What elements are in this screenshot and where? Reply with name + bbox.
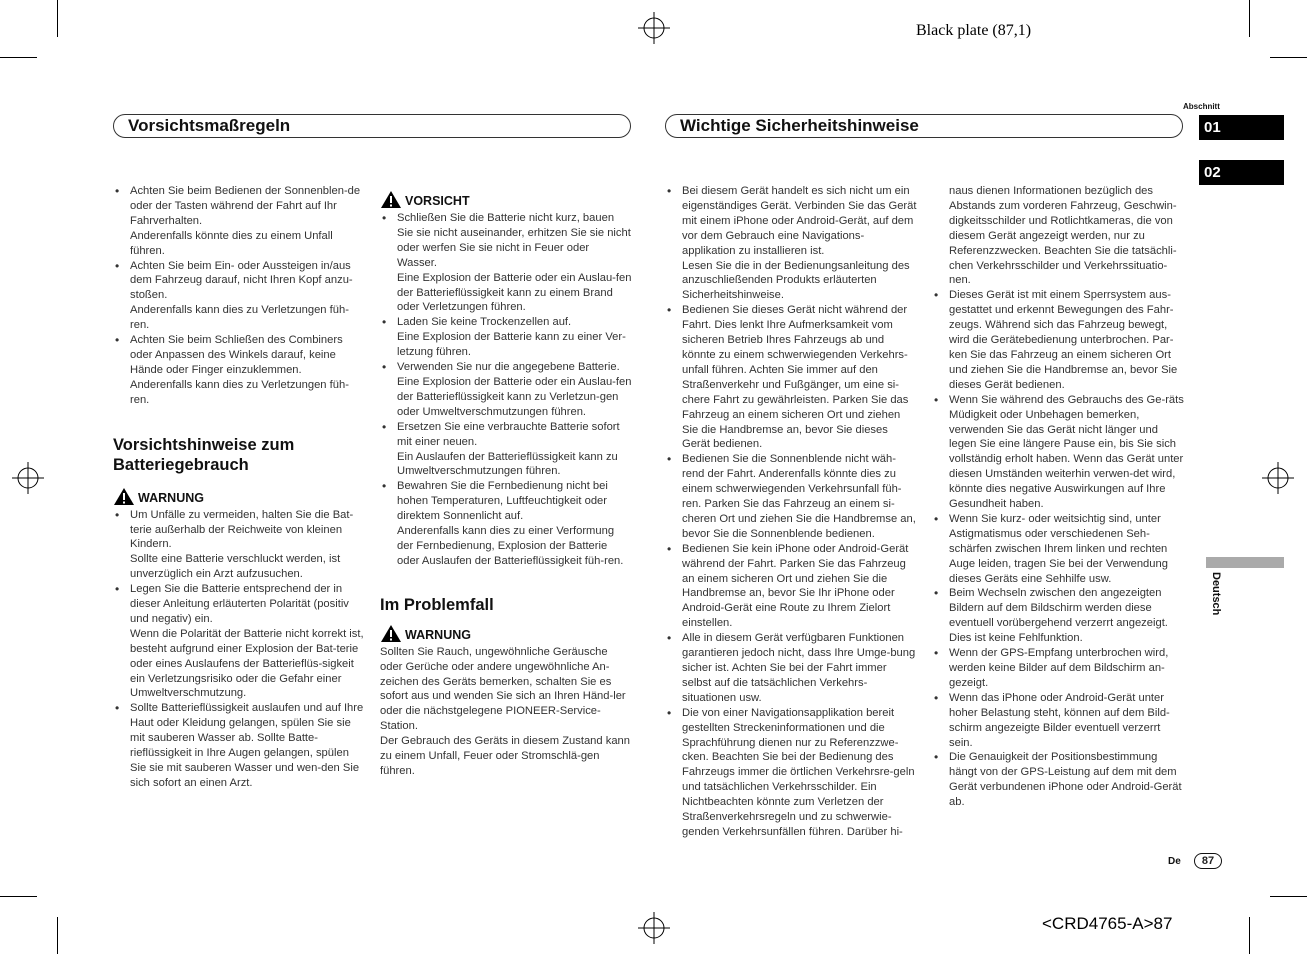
list-item: • Bedienen Sie die Sonnenblende nicht wäh-rend der Fahrt. Anderenfalls könnte dies zu einem schwerwiegenden Verkehrsunfall füh-ren. Parken Sie das Fahrzeug an einem si-cheren Ort und ziehen Sie die Handbremse an, bevor Sie die Sonnenblende bedienen. <box>665 452 917 541</box>
list-item: • Achten Sie beim Bedienen der Sonnenblen-de oder der Tasten während der Fahrt auf Ihr Fahrverhalten. Anderenfalls könnte dies zu einem Unfall führen. <box>113 184 365 259</box>
warning-label: WARNUNG <box>138 490 204 505</box>
warning-triangle-icon <box>380 190 402 209</box>
crop-mark <box>0 57 37 58</box>
caution-list <box>380 211 632 569</box>
registration-mark-icon <box>638 912 670 944</box>
list-item: • Schließen Sie die Batterie nicht kurz, bauen Sie sie nicht auseinander, erhitzen Sie sie nicht oder werfen Sie sie nicht in Feuer oder Wasser. Eine Explosion der Batterie oder ein Auslau-fen der Batterieflüssigkeit kann zu einem Brand oder Verletzungen führen. <box>380 211 632 315</box>
list-item: • Legen Sie die Batterie entsprechend der in dieser Anleitung erläuterten Polarität (positiv und negativ) ein. Wenn die Polarität der Batterie nicht korrekt ist, besteht aufgrund einer Explosion der Bat-terie oder eines Auslaufens der Batterieflüs-sigkeit ein Verletzungsrisiko oder die Gefahr einer Umweltverschmutzung. <box>113 582 365 701</box>
list-item: • Achten Sie beim Ein- oder Aussteigen in/aus dem Fahrzeug darauf, nicht Ihren Kopf anzu-stoßen. Anderenfalls kann dies zu Verletzungen füh-ren. <box>113 259 365 334</box>
warning-list <box>113 508 365 791</box>
list-item: • Um Unfälle zu vermeiden, halten Sie die Bat-terie außerhalb der Reichweite von kleinen Kindern. Sollte eine Batterie verschluckt werden, ist unverzüglich ein Arzt aufzusuchen. <box>113 508 365 583</box>
language-bar <box>1206 557 1284 568</box>
crop-mark <box>1270 896 1307 897</box>
bullet-list <box>665 184 917 840</box>
crop-mark <box>1249 0 1250 37</box>
list-item: • Achten Sie beim Schließen des Combiners oder Anpassen des Winkels darauf, keine Hände oder Finger einzuklemmen. Anderenfalls kann dies zu Verletzungen füh-ren. <box>113 333 365 408</box>
list-item: • Wenn der GPS-Empfang unterbrochen wird, werden keine Bilder auf dem Bildschirm an-gezeigt. <box>932 646 1184 691</box>
section-header-right: Wichtige Sicherheitshinweise <box>665 114 1183 138</box>
column-1 <box>113 184 365 791</box>
registration-mark-icon <box>12 462 44 494</box>
warning-heading <box>380 623 632 643</box>
crop-mark <box>1270 57 1307 58</box>
language-label: Deutsch <box>1210 572 1222 616</box>
list-item: • Ersetzen Sie eine verbrauchte Batterie sofort mit einer neuen. Ein Auslaufen der Batterieflüssigkeit kann zu Umweltverschmutzungen führen. <box>380 420 632 480</box>
list-item: • Bei diesem Gerät handelt es sich nicht um ein eigenständiges Gerät. Verbinden Sie das Gerät mit einem iPhone oder Android-Gerät, auf dem vor dem Gebrauch eine Navigations-applikation zu installieren ist. Lesen Sie die in der Bedienungsanleitung des anzuschließenden Produkts erläuterten Sicherheitshinweise. <box>665 184 917 303</box>
list-item: • Laden Sie keine Trockenzellen auf. Eine Explosion der Batterie kann zu einer Ver-letzung führen. <box>380 315 632 360</box>
registration-mark-icon <box>638 12 670 44</box>
language-code: De <box>1168 856 1181 867</box>
crop-mark <box>1249 917 1250 954</box>
list-item: • Wenn Sie während des Gebrauchs des Ge-räts Müdigkeit oder Unbehagen bemerken, verwenden Sie das Gerät nicht länger und legen Sie eine längere Pause ein, bis Sie sich vollständig erholt haben. Wenn das Gerät unter diesen Umständen weiterhin verwen-det wird, könnte dies negative Auswirkungen auf Ihre Gesundheit haben. <box>932 393 1184 512</box>
section-title: Vorsichtshinweise zum Batteriegebrauch <box>113 435 295 474</box>
crop-mark <box>57 917 58 954</box>
page-number: 87 <box>1194 853 1222 869</box>
crop-mark <box>57 0 58 37</box>
paragraph: Der Gebrauch des Geräts in diesem Zustand kann zu einem Unfall, Feuer oder Stromschlä-gen führen. <box>380 735 630 777</box>
crop-mark <box>0 896 37 897</box>
column-4 <box>932 184 1184 810</box>
column-2 <box>380 189 632 779</box>
chapter-tab-02: 02 <box>1199 160 1284 185</box>
bullet-list <box>113 184 365 408</box>
bullet-list <box>932 288 1184 810</box>
list-item: • Alle in diesem Gerät verfügbaren Funktionen garantieren jedoch nicht, dass Ihre Umge-bung sicher ist. Achten Sie bei der Fahrt immer selbst auf die tatsächlichen Verkehrs-situationen usw. <box>665 631 917 706</box>
list-item: • Wenn das iPhone oder Android-Gerät unter hoher Belastung steht, können auf dem Bild-schirm angezeigte Bilder eventuell verzerrt sein. <box>932 691 1184 751</box>
warning-triangle-icon <box>113 487 135 506</box>
list-item: • Bedienen Sie dieses Gerät nicht während der Fahrt. Dies lenkt Ihre Aufmerksamkeit vom sicheren Betrieb Ihres Fahrzeugs ab und könnte zu einem schwerwiegenden Verkehrs-unfall führen. Achten Sie immer auf den Straßenverkehr und Fußgänger, um eine si-chere Fahrt zu gewährleisten. Parken Sie das Fahrzeug an einem sicheren Ort und ziehen Sie die Handbremse an, bevor Sie dieses Gerät bedienen. <box>665 303 917 452</box>
document-code: <CRD4765-A>87 <box>1042 914 1173 933</box>
list-item: • Dieses Gerät ist mit einem Sperrsystem aus-gestattet und erkennt Bewegungen des Fahr-zeugs. Während sich das Fahrzeug bewegt, wird die Gerätebedienung unterbrochen. Par-ken Sie das Fahrzeug an einem sicheren Ort und ziehen Sie die Handbremse an, bevor Sie dieses Gerät bedienen. <box>932 288 1184 392</box>
chapter-tab-01: 01 <box>1199 115 1284 140</box>
list-item: • Beim Wechseln zwischen den angezeigten Bildern auf dem Bildschirm werden diese eventuell vorübergehend verzerrt angezeigt. Dies ist keine Fehlfunktion. <box>932 586 1184 646</box>
list-item: • Verwenden Sie nur die angegebene Batterie. Eine Explosion der Batterie oder ein Auslau-fen der Batterieflüssigkeit kann zu Verletzun-gen oder Umweltverschmutzungen führen. <box>380 360 632 420</box>
abschnitt-label: Abschnitt <box>1183 102 1220 111</box>
paragraph: Sollten Sie Rauch, ungewöhnliche Geräusche oder Gerüche oder andere ungewöhnliche An-zeichen des Geräts bemerken, schalten Sie es sofort aus und wenden Sie sich an Ihren Händ-ler oder die nächstgelegene PIONEER-Service-Station. <box>380 645 626 733</box>
warning-triangle-icon <box>380 624 402 643</box>
warning-label: WARNUNG <box>405 627 471 642</box>
list-item: • Wenn Sie kurz- oder weitsichtig sind, unter Astigmatismus oder verschiedenen Seh-schärfen zwischen Ihrem linken und rechten Auge leiden, tragen Sie bei der Verwendung dieses Geräts eine Sehhilfe usw. <box>932 512 1184 587</box>
column-3 <box>665 184 917 840</box>
section-header-left: Vorsichtsmaßregeln <box>113 114 631 138</box>
section-title: Im Problemfall <box>380 595 494 614</box>
list-item: • Die von einer Navigationsapplikation bereit gestellten Streckeninformationen und die Sprachführung dienen nur zu Referenzzwe-cken. Beachten Sie bei der Bedienung des Fahrzeugs immer die örtlichen Verkehrsre-geln und tatsächlichen Verkehrsschilder. Ein Nichtbeachten könnte zum Verletzen der Straßenverkehrsregeln und zu schwerwie-genden Verkehrsunfällen führen. Darüber hi- <box>665 706 917 840</box>
list-item: • Die Genauigkeit der Positionsbestimmung hängt von der GPS-Leistung auf dem mit dem Gerät verbundenen iPhone oder Android-Gerät ab. <box>932 750 1184 810</box>
registration-mark-icon <box>1262 462 1294 494</box>
plate-label: Black plate (87,1) <box>916 22 1032 39</box>
caution-heading <box>380 189 632 209</box>
caution-label: VORSICHT <box>405 194 470 209</box>
paragraph: naus dienen Informationen bezüglich des Abstands zum vorderen Fahrzeug, Geschwin-digkeitsschilder und Rotlichtkameras, die von diesem Gerät angezeigt werden, nur zu Referenzzwecken. Beachten Sie die tatsächli-chen Verkehrsschilder und Verkehrssituatio-nen. <box>949 185 1177 287</box>
list-item: • Bewahren Sie die Fernbedienung nicht bei hohen Temperaturen, Luftfeuchtigkeit oder direktem Sonnenlicht auf. Anderenfalls kann dies zu einer Verformung der Fernbedienung, Explosion der Batterie oder Auslaufen der Batterieflüssigkeit füh-ren. <box>380 479 632 568</box>
warning-heading <box>113 486 365 506</box>
list-item: • Sollte Batterieflüssigkeit auslaufen und auf Ihre Haut oder Kleidung gelangen, spülen Sie sie mit sauberen Wasser ab. Sollte Batte-rieflüssigkeit in Ihre Augen gelangen, spülen Sie sie mit sauberen Wasser und wen-den Sie sich sofort an einen Arzt. <box>113 701 365 790</box>
list-item: • Bedienen Sie kein iPhone oder Android-Gerät während der Fahrt. Parken Sie das Fahrzeug an einem sicheren Ort und ziehen Sie die Handbremse an, bevor Sie Ihr iPhone oder Android-Gerät eine Route zu Ihrem Zielort einstellen. <box>665 542 917 631</box>
